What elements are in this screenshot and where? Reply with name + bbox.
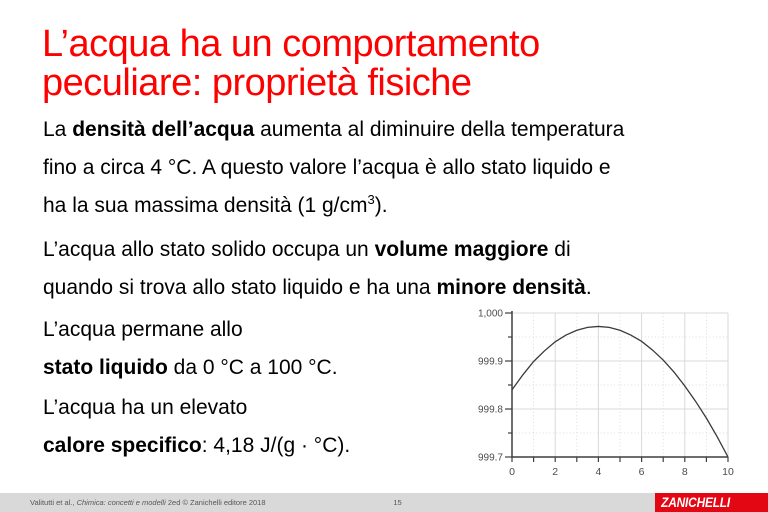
svg-text:6: 6 [638, 466, 645, 478]
svg-text:4: 4 [595, 466, 602, 478]
credit-book-title: Chimica: concetti e modelli [76, 498, 166, 507]
credit-part2: 2ed © Zanichelli editore 2018 [165, 498, 266, 507]
svg-text:2: 2 [552, 466, 559, 478]
page-number: 15 [393, 498, 402, 507]
zanichelli-logo [655, 493, 768, 512]
density-chart [455, 298, 765, 490]
zanichelli-logo-text: ZANICHELLI [661, 495, 731, 510]
page-title-line2: peculiare: proprietà fisiche [42, 62, 472, 104]
paragraph-specific-heat: L’acqua ha un elevato calore specifico: 4,18 J/(g · °C). [43, 396, 351, 457]
svg-text:10: 10 [722, 466, 734, 478]
paragraph-liquid-range: L’acqua permane allo stato liquido da 0 °C a 100 °C. [43, 318, 338, 379]
svg-text:8: 8 [681, 466, 688, 478]
svg-text:999.7: 999.7 [477, 452, 503, 464]
svg-text:1,000: 1,000 [477, 308, 503, 320]
svg-text:0: 0 [509, 466, 515, 478]
credit-part1: Valitutti et al., [30, 498, 77, 507]
density-chart-svg [455, 298, 765, 490]
paragraph-solid-volume: L’acqua allo stato solido occupa un volume maggiore di quando si trova allo stato liquido e ha una minore densità. [43, 238, 592, 299]
page-title-line1: L’acqua ha un comportamento [42, 23, 540, 65]
credit-line [30, 493, 266, 512]
paragraph-density: La densità dell’acqua aumenta al diminuire della temperatura fino a circa 4 °C. A questo valore l’acqua è allo stato liquido e ha la sua massima densità (1 $g/cm^3$). [43, 118, 625, 217]
svg-text:999.8: 999.8 [477, 404, 503, 416]
page-title [42, 25, 540, 103]
svg-text:999.9: 999.9 [477, 356, 503, 368]
